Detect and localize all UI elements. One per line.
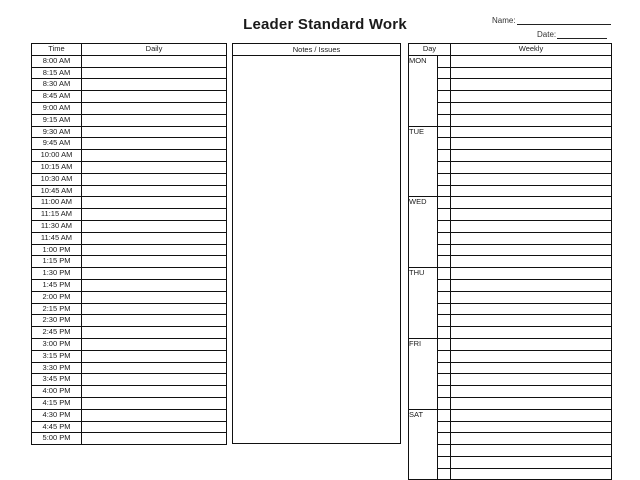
daily-task-cell[interactable]: [82, 303, 227, 315]
weekly-check-cell[interactable]: [438, 256, 451, 268]
weekly-row: [409, 279, 612, 291]
weekly-task-cell[interactable]: [451, 409, 612, 421]
weekly-row: [409, 91, 612, 103]
daily-task-cell[interactable]: [82, 67, 227, 79]
weekly-task-cell[interactable]: [451, 138, 612, 150]
day-label: MON: [409, 55, 438, 126]
weekly-row: [409, 386, 612, 398]
daily-task-cell[interactable]: [82, 256, 227, 268]
weekly-task-cell[interactable]: [451, 433, 612, 445]
weekly-check-cell[interactable]: [438, 173, 451, 185]
weekly-check-cell[interactable]: [438, 397, 451, 409]
daily-task-cell[interactable]: [82, 338, 227, 350]
daily-task-cell[interactable]: [82, 374, 227, 386]
weekly-row: [409, 468, 612, 480]
weekly-check-cell[interactable]: [438, 126, 451, 138]
time-slot-label: 9:15 AM: [32, 114, 82, 126]
time-slot-label: 4:15 PM: [32, 397, 82, 409]
daily-row: [32, 91, 227, 103]
weekly-row: [409, 256, 612, 268]
daily-task-cell[interactable]: [82, 209, 227, 221]
daily-task-cell[interactable]: [82, 291, 227, 303]
daily-row: [32, 173, 227, 185]
name-field[interactable]: [492, 16, 611, 25]
daily-task-cell[interactable]: [82, 161, 227, 173]
time-slot-label: 9:00 AM: [32, 102, 82, 114]
time-slot-label: 3:45 PM: [32, 374, 82, 386]
weekly-task-cell[interactable]: [451, 67, 612, 79]
daily-task-cell[interactable]: [82, 150, 227, 162]
weekly-row: [409, 102, 612, 114]
time-slot-label: 9:30 AM: [32, 126, 82, 138]
weekly-row: [409, 185, 612, 197]
time-slot-label: 3:15 PM: [32, 350, 82, 362]
daily-row: [32, 291, 227, 303]
weekly-task-cell[interactable]: [451, 209, 612, 221]
weekly-task-cell[interactable]: [451, 150, 612, 162]
weekly-task-cell[interactable]: [451, 55, 612, 67]
name-line[interactable]: [517, 16, 611, 25]
weekly-check-cell[interactable]: [438, 338, 451, 350]
weekly-row: [409, 268, 612, 280]
daily-row: [32, 232, 227, 244]
weekly-check-cell[interactable]: [438, 232, 451, 244]
weekly-task-cell[interactable]: [451, 362, 612, 374]
daily-task-cell[interactable]: [82, 244, 227, 256]
daily-row: [32, 268, 227, 280]
daily-task-cell[interactable]: [82, 409, 227, 421]
weekly-check-cell[interactable]: [438, 456, 451, 468]
weekly-row: [409, 303, 612, 315]
weekly-check-cell[interactable]: [438, 102, 451, 114]
weekly-row: [409, 55, 612, 67]
weekly-row: [409, 421, 612, 433]
weekly-row: [409, 291, 612, 303]
weekly-task-cell[interactable]: [451, 244, 612, 256]
daily-row: [32, 256, 227, 268]
time-slot-label: 3:30 PM: [32, 362, 82, 374]
weekly-check-cell[interactable]: [438, 197, 451, 209]
time-slot-label: 1:15 PM: [32, 256, 82, 268]
weekly-row: [409, 433, 612, 445]
weekly-task-cell[interactable]: [451, 397, 612, 409]
daily-row: [32, 150, 227, 162]
day-label: TUE: [409, 126, 438, 197]
time-slot-label: 2:30 PM: [32, 315, 82, 327]
time-slot-label: 11:30 AM: [32, 220, 82, 232]
daily-row: [32, 79, 227, 91]
daily-task-cell[interactable]: [82, 421, 227, 433]
time-slot-label: 11:00 AM: [32, 197, 82, 209]
time-slot-label: 2:00 PM: [32, 291, 82, 303]
daily-task-cell[interactable]: [82, 350, 227, 362]
daily-task-cell[interactable]: [82, 185, 227, 197]
daily-task-cell[interactable]: [82, 79, 227, 91]
weekly-row: [409, 456, 612, 468]
weekly-task-cell[interactable]: [451, 232, 612, 244]
daily-row: [32, 362, 227, 374]
day-label: FRI: [409, 338, 438, 409]
daily-row: [32, 421, 227, 433]
daily-row: [32, 209, 227, 221]
time-slot-label: 4:45 PM: [32, 421, 82, 433]
weekly-row: [409, 244, 612, 256]
weekly-row: [409, 79, 612, 91]
time-slot-label: 10:30 AM: [32, 173, 82, 185]
weekly-row: [409, 114, 612, 126]
daily-row: [32, 220, 227, 232]
daily-row: [32, 185, 227, 197]
daily-schedule-table: [31, 43, 227, 445]
weekly-row: [409, 197, 612, 209]
weekly-check-cell[interactable]: [438, 209, 451, 221]
weekly-check-cell[interactable]: [438, 350, 451, 362]
weekly-row: [409, 445, 612, 457]
daily-row: [32, 386, 227, 398]
daily-row: [32, 138, 227, 150]
daily-row: [32, 350, 227, 362]
weekly-check-cell[interactable]: [438, 291, 451, 303]
name-label: Name:: [492, 16, 516, 25]
weekly-check-cell[interactable]: [438, 79, 451, 91]
weekly-check-cell[interactable]: [438, 315, 451, 327]
time-slot-label: 8:15 AM: [32, 67, 82, 79]
weekly-row: [409, 338, 612, 350]
weekly-row: [409, 138, 612, 150]
daily-column-header: Daily: [82, 44, 227, 56]
daily-task-cell[interactable]: [82, 362, 227, 374]
weekly-task-cell[interactable]: [451, 456, 612, 468]
time-slot-label: 8:30 AM: [32, 79, 82, 91]
daily-row: [32, 397, 227, 409]
weekly-check-cell[interactable]: [438, 244, 451, 256]
daily-row: [32, 126, 227, 138]
weekly-row: [409, 161, 612, 173]
weekly-row: [409, 350, 612, 362]
weekly-task-cell[interactable]: [451, 386, 612, 398]
weekly-task-cell[interactable]: [451, 185, 612, 197]
time-slot-label: 10:45 AM: [32, 185, 82, 197]
daily-task-cell[interactable]: [82, 433, 227, 445]
weekly-column-header: Weekly: [451, 44, 612, 56]
daily-task-cell[interactable]: [82, 386, 227, 398]
weekly-task-cell[interactable]: [451, 102, 612, 114]
daily-row: [32, 433, 227, 445]
day-label: THU: [409, 268, 438, 339]
weekly-row: [409, 315, 612, 327]
daily-task-cell[interactable]: [82, 327, 227, 339]
day-label: WED: [409, 197, 438, 268]
weekly-task-cell[interactable]: [451, 374, 612, 386]
time-slot-label: 11:15 AM: [32, 209, 82, 221]
daily-task-cell[interactable]: [82, 91, 227, 103]
weekly-row: [409, 67, 612, 79]
weekly-row: [409, 362, 612, 374]
daily-task-cell[interactable]: [82, 173, 227, 185]
weekly-task-cell[interactable]: [451, 421, 612, 433]
daily-task-cell[interactable]: [82, 232, 227, 244]
weekly-task-cell[interactable]: [451, 220, 612, 232]
weekly-task-cell[interactable]: [451, 445, 612, 457]
weekly-task-cell[interactable]: [451, 91, 612, 103]
time-slot-label: 9:45 AM: [32, 138, 82, 150]
weekly-task-cell[interactable]: [451, 197, 612, 209]
weekly-task-cell[interactable]: [451, 468, 612, 480]
weekly-row: [409, 327, 612, 339]
time-slot-label: 1:45 PM: [32, 279, 82, 291]
daily-row: [32, 315, 227, 327]
weekly-check-cell[interactable]: [438, 55, 451, 67]
notes-header: Notes / Issues: [233, 44, 400, 56]
date-line[interactable]: [557, 30, 607, 39]
time-slot-label: 4:30 PM: [32, 409, 82, 421]
daily-row: [32, 338, 227, 350]
weekly-check-cell[interactable]: [438, 67, 451, 79]
weekly-check-cell[interactable]: [438, 138, 451, 150]
weekly-row: [409, 374, 612, 386]
time-slot-label: 5:00 PM: [32, 433, 82, 445]
weekly-row: [409, 220, 612, 232]
page-title: Leader Standard Work: [243, 16, 407, 33]
time-slot-label: 2:15 PM: [32, 303, 82, 315]
weekly-check-cell[interactable]: [438, 445, 451, 457]
weekly-task-cell[interactable]: [451, 338, 612, 350]
weekly-check-cell[interactable]: [438, 268, 451, 280]
weekly-check-cell[interactable]: [438, 362, 451, 374]
time-slot-label: 1:30 PM: [32, 268, 82, 280]
daily-row: [32, 244, 227, 256]
time-slot-label: 1:00 PM: [32, 244, 82, 256]
weekly-check-cell[interactable]: [438, 114, 451, 126]
daily-task-cell[interactable]: [82, 126, 227, 138]
daily-task-cell[interactable]: [82, 197, 227, 209]
weekly-check-cell[interactable]: [438, 433, 451, 445]
weekly-row: [409, 173, 612, 185]
time-slot-label: 8:00 AM: [32, 55, 82, 67]
time-slot-label: 4:00 PM: [32, 386, 82, 398]
time-slot-label: 11:45 AM: [32, 232, 82, 244]
date-field[interactable]: [537, 30, 607, 39]
weekly-task-cell[interactable]: [451, 279, 612, 291]
weekly-row: [409, 232, 612, 244]
weekly-task-cell[interactable]: [451, 173, 612, 185]
weekly-task-cell[interactable]: [451, 327, 612, 339]
weekly-row: [409, 126, 612, 138]
daily-task-cell[interactable]: [82, 114, 227, 126]
weekly-check-cell[interactable]: [438, 220, 451, 232]
daily-row: [32, 114, 227, 126]
daily-row: [32, 67, 227, 79]
daily-task-cell[interactable]: [82, 138, 227, 150]
weekly-row: [409, 209, 612, 221]
daily-task-cell[interactable]: [82, 55, 227, 67]
date-label: Date:: [537, 30, 557, 39]
daily-row: [32, 161, 227, 173]
daily-row: [32, 327, 227, 339]
time-slot-label: 10:15 AM: [32, 161, 82, 173]
weekly-task-cell[interactable]: [451, 114, 612, 126]
daily-row: [32, 55, 227, 67]
notes-issues-box[interactable]: [232, 43, 401, 444]
daily-row: [32, 279, 227, 291]
weekly-check-cell[interactable]: [438, 374, 451, 386]
weekly-task-cell[interactable]: [451, 256, 612, 268]
weekly-check-cell[interactable]: [438, 161, 451, 173]
daily-task-cell[interactable]: [82, 102, 227, 114]
time-column-header: Time: [32, 44, 82, 56]
weekly-task-cell[interactable]: [451, 291, 612, 303]
daily-row: [32, 303, 227, 315]
weekly-check-cell[interactable]: [438, 386, 451, 398]
time-slot-label: 2:45 PM: [32, 327, 82, 339]
time-slot-label: 8:45 AM: [32, 91, 82, 103]
daily-task-cell[interactable]: [82, 315, 227, 327]
weekly-row: [409, 409, 612, 421]
weekly-check-cell[interactable]: [438, 303, 451, 315]
time-slot-label: 10:00 AM: [32, 150, 82, 162]
daily-task-cell[interactable]: [82, 397, 227, 409]
day-label: SAT: [409, 409, 438, 480]
weekly-check-cell[interactable]: [438, 91, 451, 103]
daily-task-cell[interactable]: [82, 279, 227, 291]
daily-task-cell[interactable]: [82, 268, 227, 280]
weekly-check-cell[interactable]: [438, 279, 451, 291]
day-column-header: Day: [409, 44, 451, 56]
daily-row: [32, 374, 227, 386]
weekly-check-cell[interactable]: [438, 185, 451, 197]
weekly-task-cell[interactable]: [451, 315, 612, 327]
daily-task-cell[interactable]: [82, 220, 227, 232]
weekly-check-cell[interactable]: [438, 468, 451, 480]
weekly-schedule-table: [408, 43, 612, 480]
daily-row: [32, 409, 227, 421]
daily-row: [32, 197, 227, 209]
weekly-check-cell[interactable]: [438, 327, 451, 339]
daily-row: [32, 102, 227, 114]
weekly-check-cell[interactable]: [438, 421, 451, 433]
weekly-task-cell[interactable]: [451, 303, 612, 315]
weekly-task-cell[interactable]: [451, 268, 612, 280]
weekly-task-cell[interactable]: [451, 79, 612, 91]
weekly-task-cell[interactable]: [451, 161, 612, 173]
weekly-row: [409, 397, 612, 409]
weekly-task-cell[interactable]: [451, 350, 612, 362]
weekly-check-cell[interactable]: [438, 150, 451, 162]
weekly-row: [409, 150, 612, 162]
time-slot-label: 3:00 PM: [32, 338, 82, 350]
weekly-task-cell[interactable]: [451, 126, 612, 138]
weekly-check-cell[interactable]: [438, 409, 451, 421]
